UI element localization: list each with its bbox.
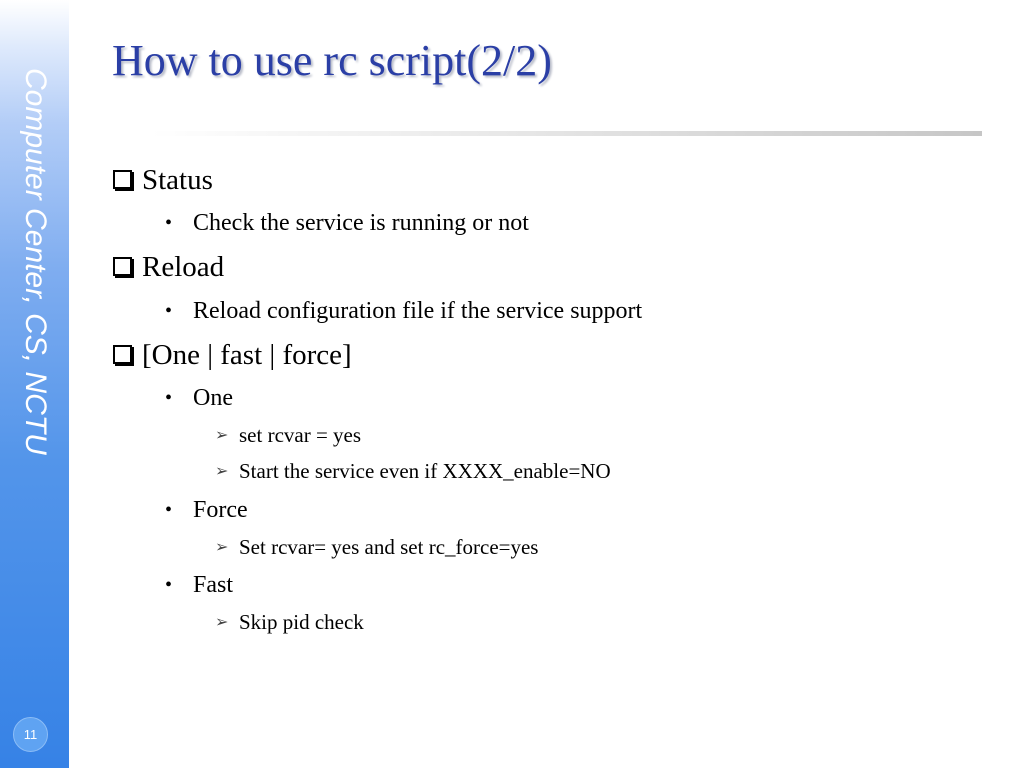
bullet-text: Reload bbox=[142, 250, 225, 283]
dot-bullet-icon: • bbox=[165, 573, 173, 596]
bullet-text: Set rcvar= yes and set rc_force=yes bbox=[239, 534, 539, 559]
bullet-item-level3 bbox=[215, 458, 611, 484]
bullet-text: Status bbox=[142, 163, 213, 196]
dot-bullet-icon: • bbox=[165, 386, 173, 409]
bullet-item-level3 bbox=[215, 422, 361, 448]
bullet-item-level1 bbox=[113, 338, 352, 372]
arrow-bullet-icon: ➢ bbox=[215, 614, 229, 631]
bullet-text: Fast bbox=[193, 571, 234, 598]
bullet-item-level3 bbox=[215, 534, 538, 560]
bullet-text: [One | fast | force] bbox=[142, 338, 352, 371]
bullet-item-level2 bbox=[165, 296, 642, 326]
side-label-text: Computer Center, CS, NCTU bbox=[19, 68, 52, 455]
dot-bullet-icon: • bbox=[165, 299, 173, 322]
bullet-text: One bbox=[193, 384, 233, 411]
arrow-bullet-icon: ➢ bbox=[215, 539, 229, 556]
bullet-text: Force bbox=[193, 496, 248, 523]
bullet-item-level2 bbox=[165, 208, 529, 238]
bullet-item-level1 bbox=[113, 250, 224, 284]
checkbox-bullet-icon bbox=[113, 170, 132, 189]
dot-bullet-icon: • bbox=[165, 211, 173, 234]
arrow-bullet-icon: ➢ bbox=[215, 427, 229, 444]
arrow-bullet-icon: ➢ bbox=[215, 463, 229, 480]
bullet-text: Check the service is running or not bbox=[193, 209, 529, 236]
checkbox-bullet-icon bbox=[113, 345, 132, 364]
dot-bullet-icon: • bbox=[165, 498, 173, 521]
bullet-item-level1 bbox=[113, 163, 213, 197]
bullet-text: Reload configuration file if the service support bbox=[193, 297, 643, 324]
page-number-badge: 11 bbox=[13, 717, 48, 752]
bullet-text: Start the service even if XXXX_enable=NO bbox=[239, 458, 611, 483]
bullet-text: set rcvar = yes bbox=[239, 422, 362, 447]
bullet-item-level3 bbox=[215, 609, 364, 635]
checkbox-bullet-icon bbox=[113, 257, 132, 276]
bullet-item-level2 bbox=[165, 495, 248, 525]
bullet-text: Skip pid check bbox=[239, 609, 364, 634]
bullet-item-level2 bbox=[165, 383, 233, 413]
bullet-item-level2 bbox=[165, 570, 233, 600]
slide-title: How to use rc script(2/2) bbox=[112, 36, 552, 85]
